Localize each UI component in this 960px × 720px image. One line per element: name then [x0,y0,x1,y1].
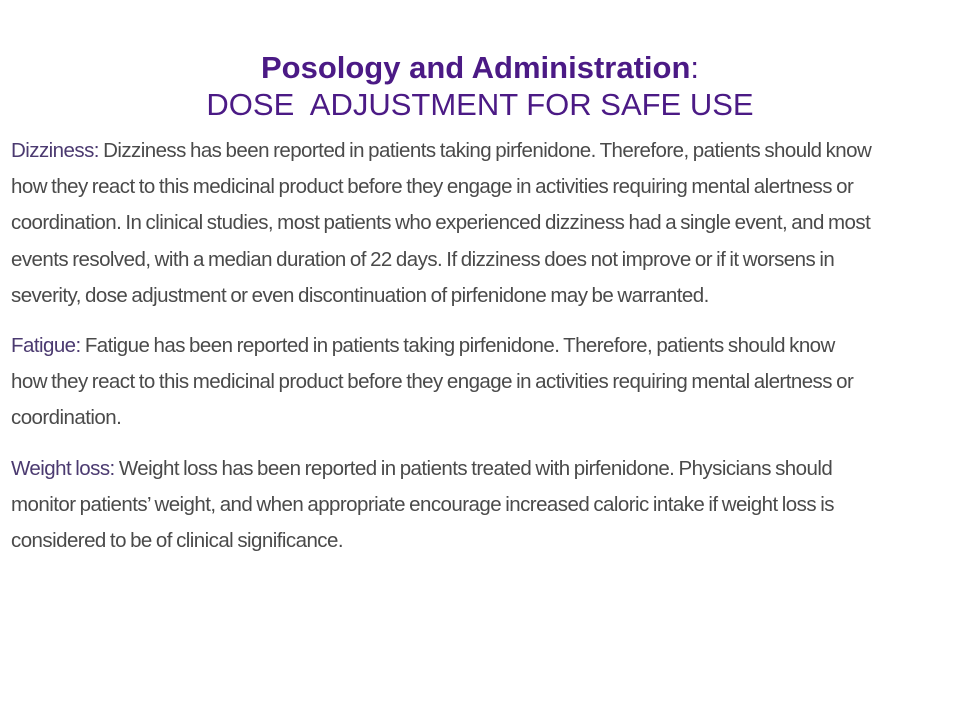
content-body [11,133,946,573]
slide-title [0,50,960,123]
section-line: coordination. [11,406,122,430]
title-bold-text: Posology and Administration [260,50,691,85]
section-weight-loss [11,451,946,560]
section-text: Weight loss has been reported in patients treated with pirfenidone. Physicians should [114,456,833,480]
title-heading [0,50,960,87]
section-line [11,451,946,487]
section-line: how they react to this medicinal product before they engage in activities requiring mental alertness or [11,175,854,199]
section-term: Weight loss: [11,456,115,480]
section-line: severity, dose adjustment or even discontinuation of pirfenidone may be warranted. [11,283,709,307]
title-subtitle: DOSE ADJUSTMENT FOR SAFE USE [206,86,754,122]
section-line [11,328,946,364]
section-dizziness [11,133,946,314]
section-fatigue [11,328,946,437]
section-line: events resolved, with a median duration of 22 days. If dizziness does not improve or if it worsens in [11,247,835,271]
section-text: Dizziness has been reported in patients taking pirfenidone. Therefore, patients should know [98,139,872,162]
section-line: how they react to this medicinal product before they engage in activities requiring mental alertness or [11,370,854,394]
section-line: considered to be of clinical significance. [11,529,343,553]
title-colon: : [690,50,700,85]
section-term: Dizziness: [11,139,99,162]
section-line [11,133,946,169]
section-line: monitor patients’ weight, and when appropriate encourage increased caloric intake if weight loss is [11,492,834,516]
section-line: coordination. In clinical studies, most patients who experienced dizziness had a single event, and most [11,211,871,235]
section-text: Fatigue has been reported in patients taking pirfenidone. Therefore, patients should know [80,334,835,358]
section-term: Fatigue: [11,334,81,358]
